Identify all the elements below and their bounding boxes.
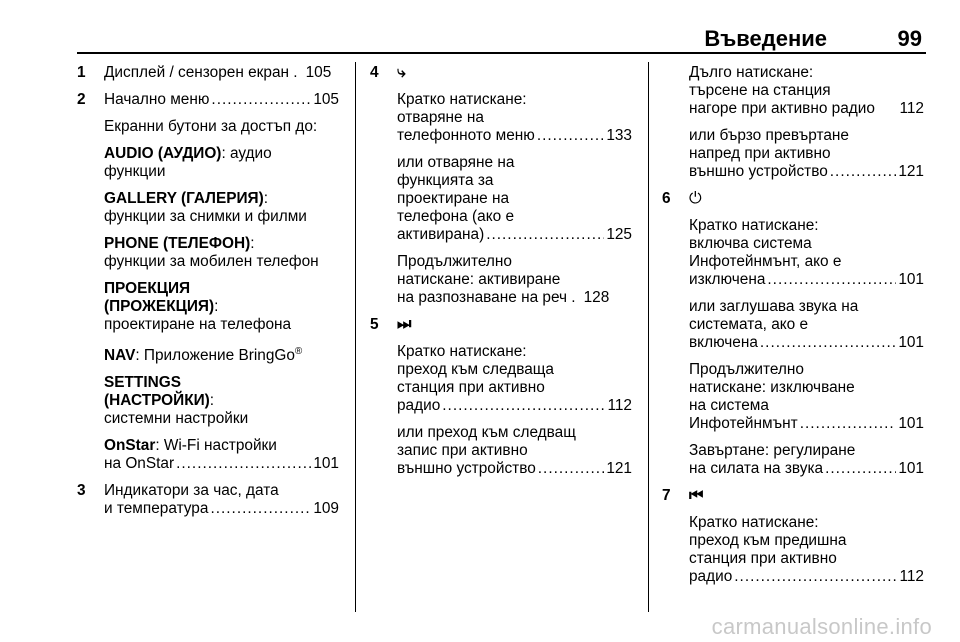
phone-icon: ⤷ — [397, 64, 406, 81]
watermark: carmanualsonline.info — [711, 614, 932, 639]
mute-note: или заглушава звука на системата, ако е включена ..... 101 — [689, 298, 924, 352]
page-ref: 101 — [898, 415, 924, 432]
onstar-item: OnStar: Wi-Fi настройки на OnStar ..... 101 — [104, 437, 339, 473]
next-track-icon: ⏭ — [397, 316, 412, 333]
page-ref: 109 — [313, 500, 339, 518]
entry-number: 7 — [662, 487, 671, 504]
page-ref: 121 — [606, 460, 632, 477]
column-1 — [77, 64, 339, 518]
nav-item: NAV: Приложение BringGo® — [104, 346, 303, 365]
page-ref: 133 — [606, 127, 632, 144]
entry-number: 4 — [370, 64, 379, 81]
long-press: Дълго натискане: търсене на станция нагоре при активно радио 112 — [689, 64, 924, 117]
power-icon: ⏻ — [689, 190, 702, 207]
entry-4 — [370, 64, 632, 307]
page-ref: 112 — [899, 568, 924, 585]
page-ref: 125 — [606, 226, 632, 243]
column-2 — [370, 64, 632, 487]
entry-number: 2 — [77, 91, 86, 108]
header-title: Въведение — [704, 26, 827, 51]
rotate-note: Завъртане: регулиране на силата на звука ..... 101 — [689, 442, 924, 478]
entry-3: 3 Индикатори за час, дата и температура ..... 109 — [77, 482, 339, 518]
column-divider — [648, 62, 649, 612]
short-press: Кратко натискане: преход към предишна станция при активно радио ..... 112 — [689, 514, 924, 586]
entry-number: 3 — [77, 482, 86, 500]
fast-forward-note: или бързо превъртане напред при активно външно устройство ..... 121 — [689, 127, 924, 181]
entry-text: Начално меню — [104, 91, 210, 108]
short-press: Кратко натискане: отваряне на телефонното меню ..... 133 — [397, 91, 632, 145]
long-press: Продължително натискане: активиране на разпознаване на реч . 128 — [397, 253, 610, 306]
next-note: или преход към следващ запис при активно външно устройство ..... 121 — [397, 424, 632, 478]
page-ref: 112 — [607, 397, 632, 414]
entry-7 — [662, 487, 924, 586]
column-3 — [662, 64, 924, 586]
entry-text: Дисплей / сензорен екран . — [104, 64, 298, 81]
page-ref: 112 — [899, 100, 924, 117]
phone-item: PHONE (ТЕЛЕФОН): функции за мобилен телефон — [104, 235, 319, 270]
page-ref: 101 — [898, 460, 924, 477]
entry-6 — [662, 190, 924, 478]
page-ref: 101 — [898, 271, 924, 288]
entry-5 — [370, 316, 632, 478]
entry-text: Индикатори за час, дата — [104, 482, 279, 500]
previous-track-icon: ⏮ — [689, 487, 704, 504]
entry-intro: Екранни бутони за достъп до: — [104, 118, 318, 135]
projection-item: ПРОЕКЦИЯ (ПРОЖЕКЦИЯ): проектиране на телефона — [104, 280, 292, 333]
projection-note: или отваряне на функцията за проектиране на телефона (ако е активирана) ..... 125 — [397, 154, 632, 244]
long-press: Продължително натискане: изключване на система Инфотейнмънт ..... 101 — [689, 361, 924, 433]
entry-number: 1 — [77, 64, 86, 81]
short-press: Кратко натискане: преход към следваща станция при активно радио ..... 112 — [397, 343, 632, 415]
column-divider — [355, 62, 356, 612]
short-press: Кратко натискане: включва система Инфотейнмънт, ако е изключена ..... 101 — [689, 217, 924, 289]
page-ref: 105 — [305, 64, 332, 81]
entry-5-continued — [662, 64, 924, 181]
entry-1 — [77, 64, 339, 82]
gallery-item: GALLERY (ГАЛЕРИЯ): функции за снимки и филми — [104, 190, 307, 225]
page-number: 99 — [897, 26, 922, 51]
page-ref: 101 — [898, 334, 924, 351]
entry-number: 5 — [370, 316, 379, 333]
header-rule — [77, 52, 926, 54]
page-ref: 105 — [313, 91, 339, 108]
page-ref: 128 — [583, 289, 610, 306]
entry-2 — [77, 91, 339, 473]
settings-item: SETTINGS (НАСТРОЙКИ): системни настройки — [104, 374, 249, 428]
page-ref: 101 — [313, 455, 339, 473]
entry-number: 6 — [662, 190, 671, 207]
page-ref: 121 — [898, 163, 924, 180]
audio-item: AUDIO (АУДИО): аудио функции — [104, 145, 272, 180]
